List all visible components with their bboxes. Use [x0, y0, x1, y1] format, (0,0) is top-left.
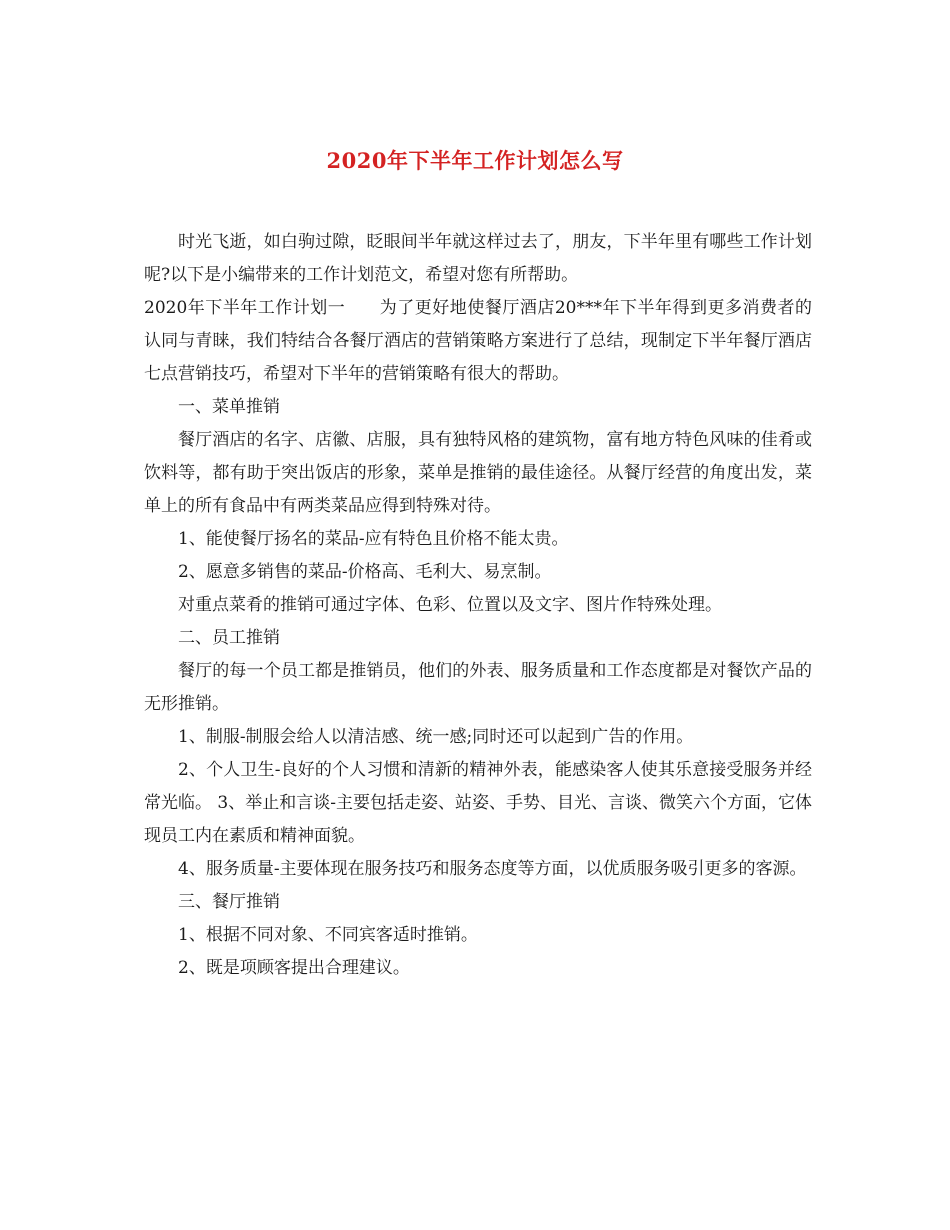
section3-heading: 三、餐厅推销: [178, 892, 280, 912]
section2-paragraph: 餐厅的每一个员工都是推销员，他们的外表、服务质量和工作态度都是对餐饮产品的无形推销。: [144, 661, 812, 714]
section2-heading: 二、员工推销: [178, 628, 280, 648]
section3-item-1: 1、根据不同对象、不同宾客适时推销。: [178, 925, 478, 945]
section3-item-2: 2、既是项顾客提出合理建议。: [178, 958, 410, 978]
document-body: [144, 226, 812, 985]
section1-item-2: 2、愿意多销售的菜品-价格高、毛利大、易烹制。: [178, 562, 552, 582]
intro-paragraph: 时光飞逝，如白驹过隙，眨眼间半年就这样过去了，朋友，下半年里有哪些工作计划呢?以下是小编带来的工作计划范文，希望对您有所帮助。: [144, 232, 812, 285]
section1-heading: 一、菜单推销: [178, 397, 280, 417]
plan-heading: 2020年下半年工作计划一: [144, 298, 346, 318]
section1-note: 对重点菜肴的推销可通过字体、色彩、位置以及文字、图片作特殊处理。: [178, 595, 722, 615]
section1-paragraph: 餐厅酒店的名字、店徽、店服，具有独特风格的建筑物，富有地方特色风味的佳肴或饮料等，都有助于突出饭店的形象，菜单是推销的最佳途径。从餐厅经营的角度出发，菜单上的所有食品中有两类菜品应得到特殊对待。: [144, 430, 812, 516]
section2-item-1: 1、制服-制服会给人以清洁感、统一感;同时还可以起到广告的作用。: [178, 727, 694, 747]
plan-paragraph: [144, 292, 812, 391]
section2-item-4: 4、服务质量-主要体现在服务技巧和服务态度等方面，以优质服务吸引更多的客源。: [178, 859, 807, 879]
plan-intro: 为了更好地使餐厅酒店20***年下半年得到更多消费者的认同与青睐，我们特结合各餐厅酒店的营销策略方案进行了总结，现制定下半年餐厅酒店七点营销技巧，希望对下半年的营销策略有很大的帮助。: [144, 298, 812, 384]
section1-item-1: 1、能使餐厅扬名的菜品-应有特色且价格不能太贵。: [178, 529, 569, 549]
document-title: 2020年下半年工作计划怎么写: [326, 148, 624, 173]
section2-item-2: 2、个人卫生-良好的个人习惯和清新的精神外表，能感染客人使其乐意接受服务并经常光临。 3、举止和言谈-主要包括走姿、站姿、手势、目光、言谈、微笑六个方面，它体现员工内在素质和精神面貌。: [144, 760, 812, 846]
